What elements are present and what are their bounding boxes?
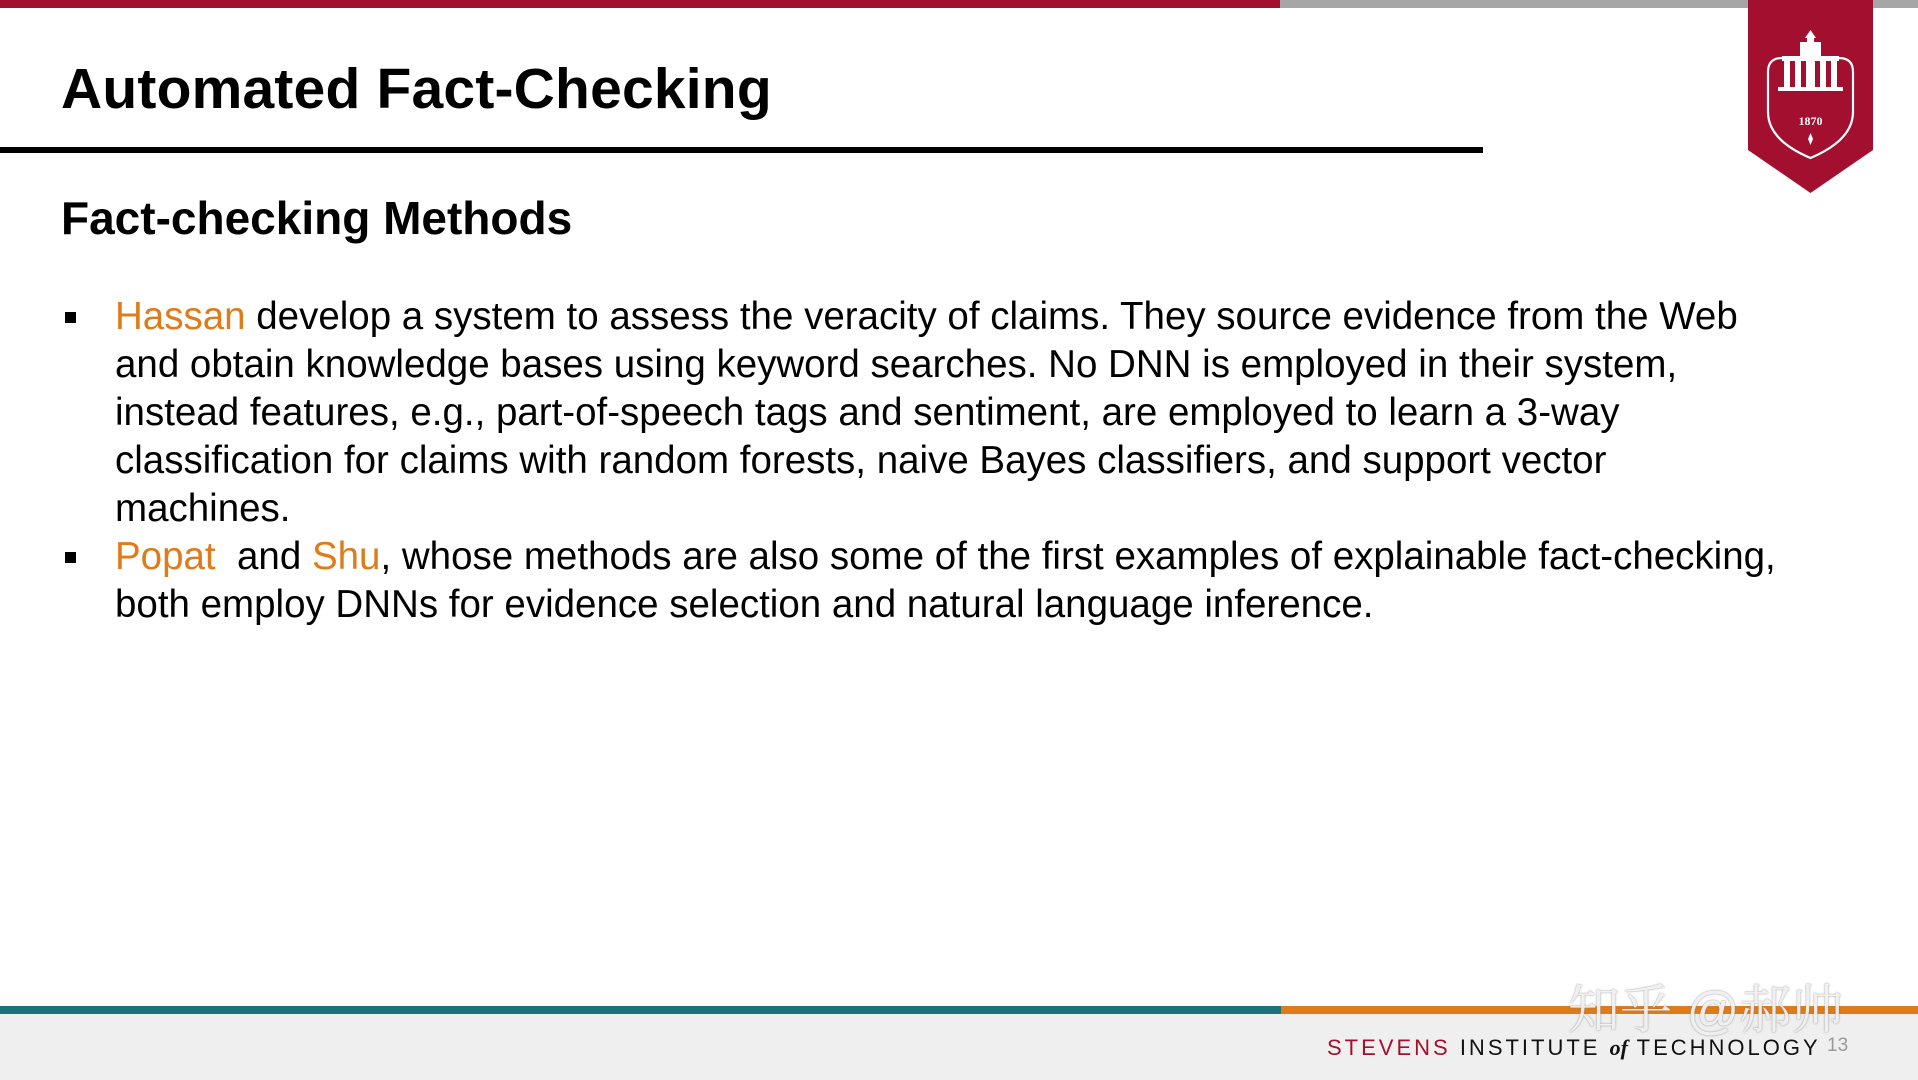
top-accent-bar-red (0, 0, 1280, 8)
title-divider (0, 147, 1483, 153)
bullet-square-icon (65, 552, 76, 563)
footer-rule-teal (0, 1006, 1281, 1014)
watermark: 知乎 @郝帅 (1568, 982, 1844, 1040)
slide-title: Automated Fact-Checking (61, 57, 772, 121)
section-heading: Fact-checking Methods (61, 192, 573, 244)
bullet-text: develop a system to assess the veracity of claims. They source evidence from the Web and obtain knowledge bases using keyword searches. No DNN is employed in their system, instead features, e.g., part-of-speech tags and sentiment, are employed to learn a 3-way classification for claims with random forests, naive Bayes classifiers, and support vector machines. (115, 295, 1738, 530)
brand-institute: INSTITUTE (1450, 1035, 1610, 1060)
university-seal-icon (1748, 0, 1873, 193)
seal-year: 1870 (1798, 114, 1823, 128)
list-item (61, 533, 1781, 629)
footer-brand (1327, 1035, 1821, 1061)
citation-link-popat[interactable]: Popat (115, 535, 216, 578)
list-item (61, 293, 1781, 533)
brand-stevens: STEVENS (1327, 1035, 1451, 1060)
citation-link-shu[interactable]: Shu (311, 535, 381, 578)
page-number: 13 (1827, 1035, 1849, 1056)
brand-technology: TECHNOLOGY (1627, 1035, 1821, 1060)
bullet-text: and (215, 535, 312, 578)
bullet-square-icon (65, 312, 76, 323)
bullet-text: , whose methods are also some of the first examples of explainable fact-checking, both employ DNNs for evidence selection and natural language inference. (115, 535, 1776, 626)
brand-of: of (1609, 1035, 1628, 1060)
bullet-list (61, 293, 1781, 629)
citation-link-hassan[interactable]: Hassan (115, 295, 246, 338)
